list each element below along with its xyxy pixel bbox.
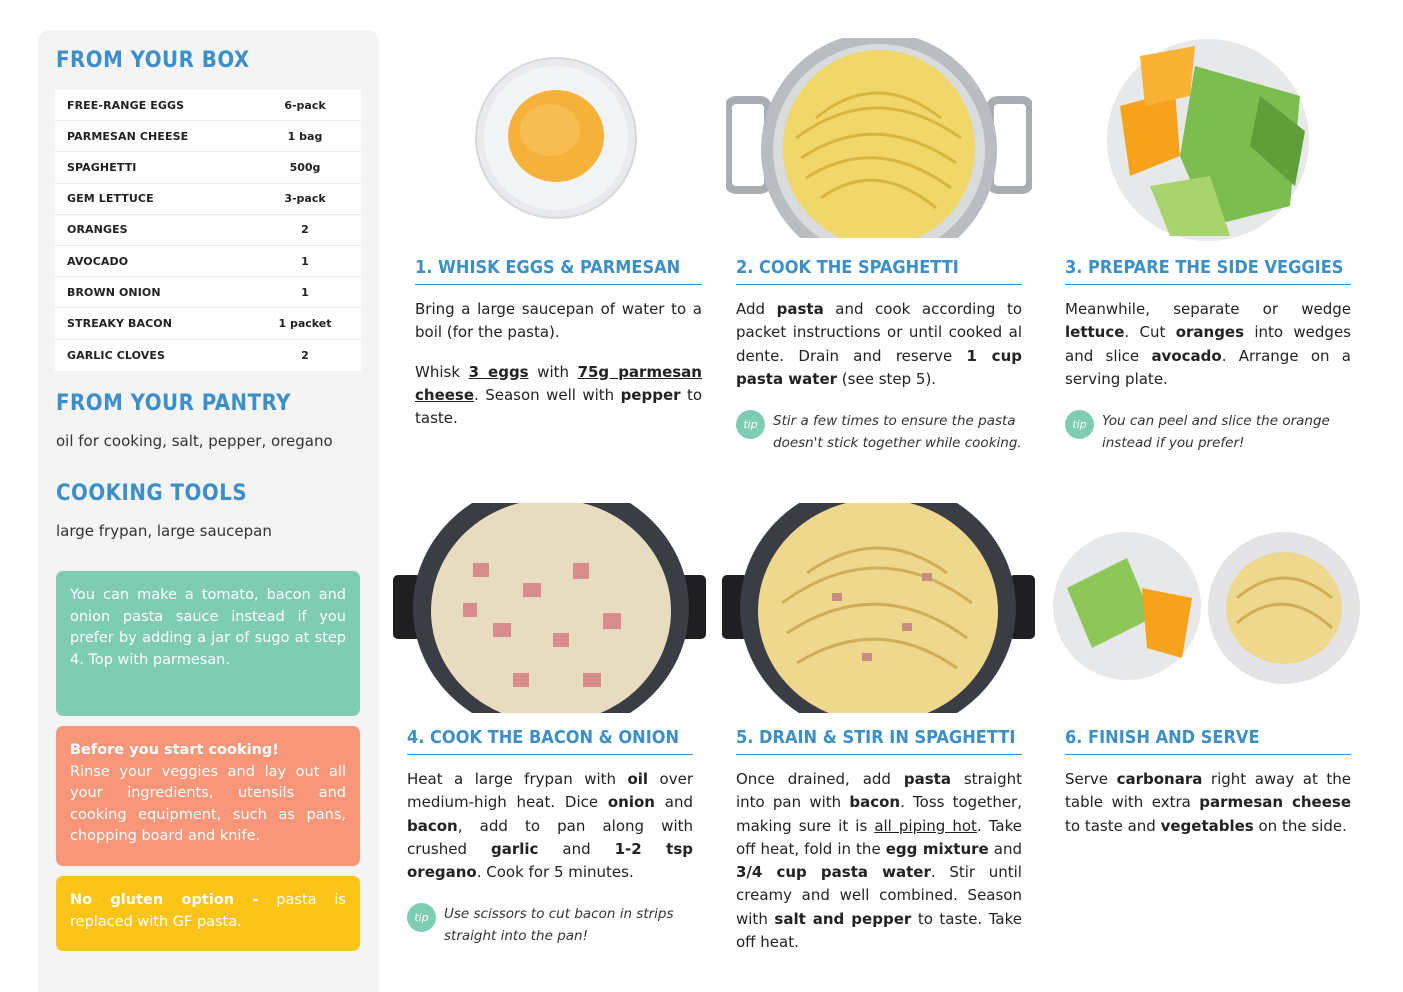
tip-icon: tip <box>1065 410 1094 439</box>
ingredient-row <box>55 340 361 371</box>
step3-paragraph1: Meanwhile, separate or wedge lettuce. Cut oranges into wedges and slice avocado. Arrange on a serving plate. <box>1065 300 1351 388</box>
ingredient-name: SPAGHETTI <box>67 160 137 174</box>
step3-body <box>1065 298 1351 391</box>
tip-text: You can peel and slice the orange instead if you prefer! <box>1102 413 1330 451</box>
pantry-heading: FROM YOUR PANTRY <box>56 391 291 416</box>
note-title: No gluten option - <box>70 892 259 908</box>
tip-icon: tip <box>736 410 765 439</box>
tools-text: large frypan, large saucepan <box>56 522 272 540</box>
note-title: Before you start cooking! <box>70 742 279 758</box>
step5-photo <box>722 503 1035 713</box>
ingredient-row <box>55 152 361 183</box>
ingredient-name: STREAKY BACON <box>67 316 173 330</box>
ingredients-sidebar <box>38 30 379 992</box>
from-box-heading: FROM YOUR BOX <box>56 48 250 73</box>
ingredient-qty: 2 <box>301 348 309 362</box>
pantry-text: oil for cooking, salt, pepper, oregano <box>56 432 333 450</box>
gluten-free-note <box>56 876 360 951</box>
ingredient-name: FREE-RANGE EGGS <box>67 98 185 112</box>
step4-tip <box>407 903 693 947</box>
step1-paragraph1: Bring a large saucepan of water to a boil (for the pasta). <box>415 300 702 342</box>
ingredient-name: BROWN ONION <box>67 285 161 299</box>
ingredient-qty: 1 <box>301 254 309 268</box>
ingredient-row <box>55 277 361 308</box>
step4-photo <box>393 503 706 713</box>
step1-photo <box>470 52 642 224</box>
step4-body <box>407 768 693 884</box>
note-text: pasta is replaced with GF pasta. <box>70 892 346 930</box>
step2-paragraph1: Add pasta and cook according to packet instructions or until cooked al dente. Drain and reserve 1 cup pasta water (see step 5). <box>736 300 1023 388</box>
step6-title: 6. FINISH AND SERVE <box>1065 727 1351 755</box>
step2-title: 2. COOK THE SPAGHETTI <box>736 257 1022 285</box>
ingredient-name: PARMESAN CHEESE <box>67 129 189 143</box>
ingredient-name: ORANGES <box>67 223 128 237</box>
step2-body <box>736 298 1022 391</box>
step6-body <box>1065 768 1351 838</box>
ingredient-qty: 3-pack <box>284 192 326 206</box>
ingredient-name: GEM LETTUCE <box>67 192 154 206</box>
ingredient-row <box>55 90 361 121</box>
tip-note-green <box>56 571 360 716</box>
ingredient-qty: 1 <box>301 285 309 299</box>
ingredient-qty: 500g <box>289 160 321 174</box>
step1-paragraph2: Whisk 3 eggs with 75g parmesan cheese. Season well with pepper to taste. <box>415 362 703 428</box>
note-text: You can make a tomato, bacon and onion pasta sauce instead if you prefer by adding a jar of sugo at step 4. Top with parmesan. <box>70 587 346 668</box>
step5-body <box>736 768 1022 954</box>
ingredients-table <box>55 90 361 371</box>
step2-photo <box>726 38 1032 238</box>
step3-tip <box>1065 410 1351 454</box>
step6-photo <box>1052 528 1364 688</box>
note-text: Rinse your veggies and lay out all your ingredients, utensils and cooking equipment, such as pans, chopping board and knife. <box>70 763 346 844</box>
tools-heading: COOKING TOOLS <box>56 481 248 506</box>
ingredient-row <box>55 121 361 152</box>
step4-paragraph1: Heat a large frypan with oil over medium-high heat. Dice onion and bacon, add to pan along with crushed garlic and 1-2 tsp oregano. Cook for 5 minutes. <box>407 770 693 882</box>
tip-text: Stir a few times to ensure the pasta doesn't stick together while cooking. <box>773 413 1022 451</box>
ingredient-qty: 6-pack <box>284 98 326 112</box>
ingredient-qty: 1 bag <box>287 129 323 143</box>
ingredient-qty: 2 <box>301 223 309 237</box>
ingredient-row <box>55 184 361 215</box>
step1-title: 1. WHISK EGGS & PARMESAN <box>415 257 702 285</box>
step1-body <box>415 298 702 430</box>
tip-text: Use scissors to cut bacon in strips straight into the pan! <box>444 906 674 944</box>
ingredient-name: GARLIC CLOVES <box>67 348 166 362</box>
step5-paragraph1: Once drained, add pasta straight into pan with bacon. Toss together, making sure it is all piping hot. Take off heat, fold in the egg mixture and 3/4 cup pasta water. Stir until creamy and well combined. Season with salt and pepper to taste. Take off heat. <box>736 770 1023 952</box>
ingredient-name: AVOCADO <box>67 254 129 268</box>
step5-title: 5. DRAIN & STIR IN SPAGHETTI <box>736 727 1022 755</box>
before-cooking-note <box>56 726 360 866</box>
step3-photo <box>1100 36 1314 242</box>
step2-tip <box>736 410 1022 454</box>
step4-title: 4. COOK THE BACON & ONION <box>407 727 693 755</box>
ingredient-row <box>55 308 361 339</box>
tip-icon: tip <box>407 903 436 932</box>
ingredient-row <box>55 215 361 246</box>
ingredient-row <box>55 246 361 277</box>
step3-title: 3. PREPARE THE SIDE VEGGIES <box>1065 257 1351 285</box>
ingredient-qty: 1 packet <box>278 316 332 330</box>
step6-paragraph1: Serve carbonara right away at the table with extra parmesan cheese to taste and vegetables on the side. <box>1065 770 1352 835</box>
